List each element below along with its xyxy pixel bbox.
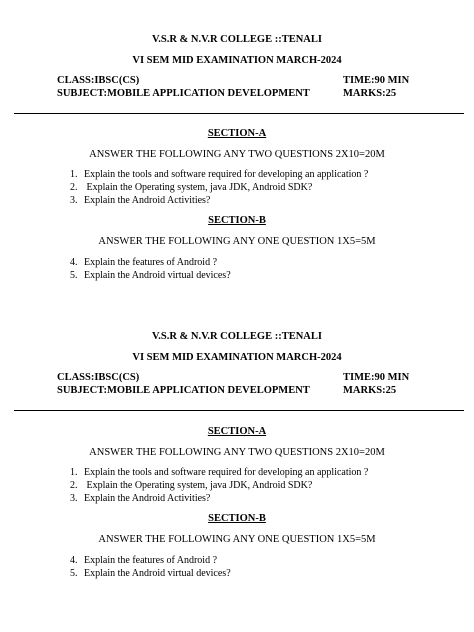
section-b-title: SECTION-B bbox=[208, 513, 266, 524]
question-4: 4. Explain the features of Android ? bbox=[70, 555, 218, 566]
question-3: 3. Explain the Android Activities? bbox=[70, 195, 211, 206]
question-1: 1. Explain the tools and software required for developing an application ? bbox=[70, 467, 369, 478]
section-a-title: SECTION-A bbox=[207, 426, 267, 437]
section-a-instruction: ANSWER THE FOLLOWING ANY TWO QUESTIONS 2X10=20M bbox=[89, 149, 385, 160]
question-3: 3. Explain the Android Activities? bbox=[70, 493, 211, 504]
question-2: 2. Explain the Operating system, java JDK, Android SDK? bbox=[70, 480, 313, 491]
exam-title: VI SEM MID EXAMINATION MARCH-2024 bbox=[132, 352, 342, 363]
section-a-instruction: ANSWER THE FOLLOWING ANY TWO QUESTIONS 2X10=20M bbox=[89, 447, 385, 458]
class-label: CLASS:IBSC(CS) bbox=[57, 372, 140, 383]
question-2: 2. Explain the Operating system, java JDK, Android SDK? bbox=[70, 182, 313, 193]
exam-title: VI SEM MID EXAMINATION MARCH-2024 bbox=[132, 55, 342, 66]
question-5: 5. Explain the Android virtual devices? bbox=[70, 568, 231, 579]
question-5: 5. Explain the Android virtual devices? bbox=[70, 270, 231, 281]
question-4: 4. Explain the features of Android ? bbox=[70, 257, 218, 268]
header-divider bbox=[14, 410, 464, 411]
time-label: TIME:90 MIN bbox=[343, 372, 410, 383]
college-name: V.S.R & N.V.R COLLEGE ::TENALI bbox=[152, 331, 322, 342]
question-1: 1. Explain the tools and software required for developing an application ? bbox=[70, 169, 369, 180]
class-label: CLASS:IBSC(CS) bbox=[57, 75, 140, 86]
marks-label: MARKS:25 bbox=[343, 385, 397, 396]
time-label: TIME:90 MIN bbox=[343, 75, 410, 86]
subject-label: SUBJECT:MOBILE APPLICATION DEVELOPMENT bbox=[57, 385, 310, 396]
college-name: V.S.R & N.V.R COLLEGE ::TENALI bbox=[152, 34, 322, 45]
subject-label: SUBJECT:MOBILE APPLICATION DEVELOPMENT bbox=[57, 88, 310, 99]
section-a-title: SECTION-A bbox=[207, 128, 267, 139]
header-divider bbox=[14, 113, 464, 114]
marks-label: MARKS:25 bbox=[343, 88, 397, 99]
section-b-instruction: ANSWER THE FOLLOWING ANY ONE QUESTION 1X5=5M bbox=[98, 236, 376, 247]
section-b-title: SECTION-B bbox=[208, 215, 266, 226]
section-b-instruction: ANSWER THE FOLLOWING ANY ONE QUESTION 1X5=5M bbox=[98, 534, 376, 545]
